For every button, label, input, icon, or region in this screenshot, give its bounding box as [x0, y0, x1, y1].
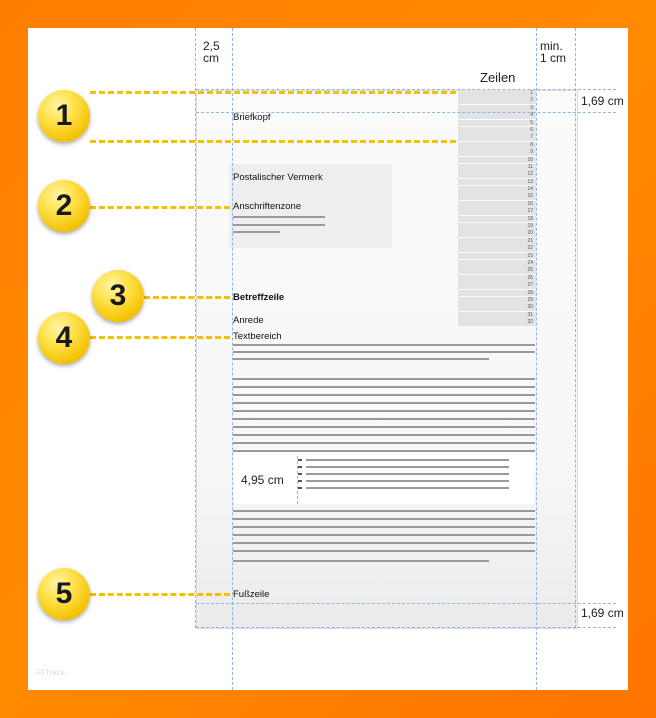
- line-number: 26: [458, 275, 536, 282]
- text-line: [233, 560, 489, 562]
- text-line: [233, 518, 535, 520]
- badge-4: 4: [38, 312, 90, 364]
- connector-1-bottom: [90, 140, 456, 143]
- text-line: [233, 534, 535, 536]
- footer-label: Fußzeile: [233, 589, 270, 600]
- line-number: 21: [458, 238, 536, 245]
- text-line: [233, 402, 535, 404]
- line-number: 15: [458, 193, 536, 200]
- line-number: 30: [458, 304, 536, 311]
- guide-footer-top: [196, 603, 616, 604]
- guide-right-page-edge: [575, 28, 576, 628]
- guide-bottom-edge: [196, 627, 616, 628]
- text-line: [233, 386, 535, 388]
- badge-3: 3: [92, 270, 144, 322]
- guide-right-margin: [536, 28, 537, 690]
- line-number: 25: [458, 267, 536, 274]
- text-line: [233, 442, 535, 444]
- address-line: [233, 224, 325, 226]
- salutation-label: Anrede: [233, 315, 264, 326]
- top-height-label: 1,69 cm: [581, 94, 624, 108]
- left-margin-label-bottom: cm: [203, 51, 219, 65]
- connector-5: [90, 593, 230, 596]
- connector-3: [144, 296, 230, 299]
- line-number: 19: [458, 223, 536, 230]
- line-number: 31: [458, 312, 536, 319]
- line-number: 11: [458, 164, 536, 171]
- indent-line: [306, 480, 509, 482]
- text-line: [233, 434, 535, 436]
- line-number: 18: [458, 216, 536, 223]
- text-line: [233, 344, 535, 346]
- line-number: 22: [458, 245, 536, 252]
- text-line: [233, 526, 535, 528]
- line-number: 1: [458, 90, 536, 97]
- line-number: 29: [458, 297, 536, 304]
- indent-line: [306, 459, 509, 461]
- indent-marker: [298, 487, 302, 489]
- line-number: 3: [458, 105, 536, 112]
- indent-line: [306, 466, 509, 468]
- left-margin-label-top: 2,5: [203, 39, 220, 53]
- line-number: 5: [458, 120, 536, 127]
- indent-marker: [298, 466, 302, 468]
- text-line: [233, 426, 535, 428]
- text-line: [233, 550, 535, 552]
- connector-1-top: [90, 91, 456, 94]
- guide-left-page-edge: [195, 28, 196, 628]
- briefkopf-label: Briefkopf: [233, 112, 271, 123]
- line-number: 20: [458, 230, 536, 237]
- text-line: [233, 510, 535, 512]
- line-number: 10: [458, 157, 536, 164]
- line-number: 24: [458, 260, 536, 267]
- watermark: FitTrace: [36, 668, 66, 677]
- lines-header: Zeilen: [480, 70, 516, 85]
- right-margin-label-top: min.: [540, 39, 563, 53]
- connector-4: [90, 336, 230, 339]
- line-number: 2: [458, 97, 536, 104]
- line-number-column: [458, 90, 536, 327]
- indent-line: [306, 487, 509, 489]
- indent-marker: [298, 459, 302, 461]
- text-line: [233, 378, 535, 380]
- indent-label: 4,95 cm: [241, 473, 284, 487]
- line-number: 12: [458, 171, 536, 178]
- line-number: 28: [458, 290, 536, 297]
- address-line: [233, 231, 280, 233]
- indent-line: [306, 473, 509, 475]
- subject-label: Betreffzeile: [233, 292, 285, 303]
- line-number: 32: [458, 319, 536, 326]
- line-number: 17: [458, 208, 536, 215]
- line-number: 27: [458, 282, 536, 289]
- text-area-label: Textbereich: [233, 331, 282, 342]
- indent-marker: [298, 480, 302, 482]
- text-line: [233, 351, 535, 353]
- line-number: 14: [458, 186, 536, 193]
- postal-note-label: Postalischer Vermerk: [233, 172, 323, 183]
- address-line: [233, 216, 325, 218]
- line-number: 9: [458, 149, 536, 156]
- line-number: 6: [458, 127, 536, 134]
- badge-5: 5: [38, 568, 90, 620]
- line-number: 13: [458, 179, 536, 186]
- text-line: [233, 542, 535, 544]
- right-margin-label-bottom: 1 cm: [540, 51, 567, 65]
- text-line: [233, 418, 535, 420]
- badge-2: 2: [38, 180, 90, 232]
- line-number: 4: [458, 112, 536, 119]
- text-line: [233, 394, 535, 396]
- guide-top-edge: [196, 89, 616, 90]
- badge-1: 1: [38, 90, 90, 142]
- connector-2: [90, 206, 230, 209]
- line-number: 16: [458, 201, 536, 208]
- line-number: 7: [458, 134, 536, 141]
- line-number: 23: [458, 253, 536, 260]
- indent-marker: [298, 473, 302, 475]
- bottom-height-label: 1,69 cm: [581, 606, 624, 620]
- text-line: [233, 358, 489, 360]
- line-number: 8: [458, 142, 536, 149]
- address-zone-label: Anschriftenzone: [233, 201, 302, 212]
- text-line: [233, 410, 535, 412]
